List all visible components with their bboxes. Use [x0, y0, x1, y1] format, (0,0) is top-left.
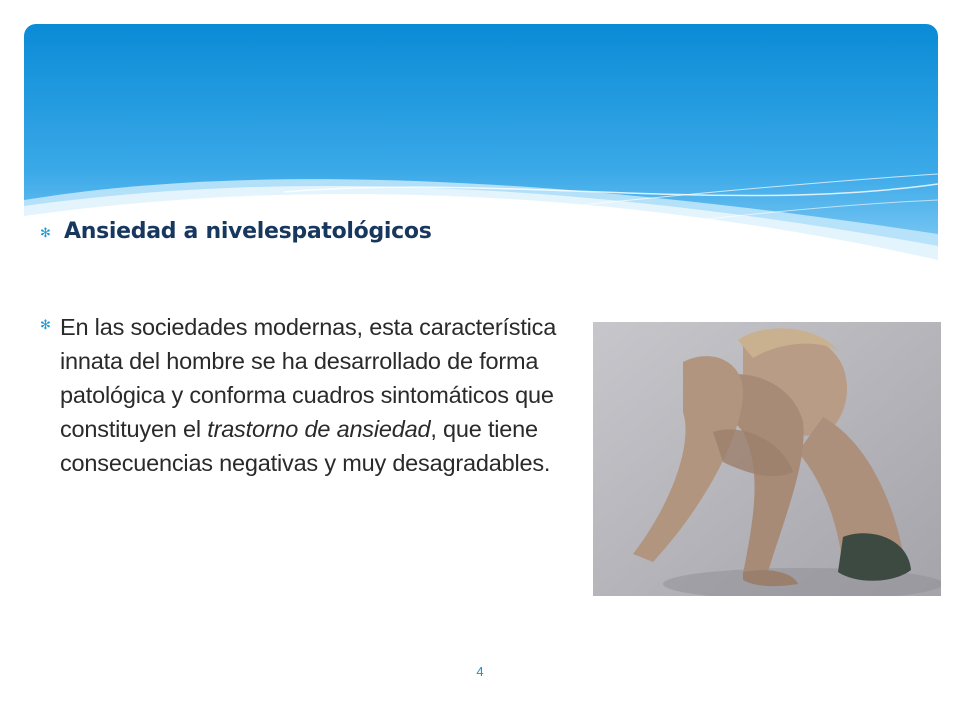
body-text-part1: En las sociedades modernas, esta característica innata del hombre se ha desarrollado de forma patológica y conforma cuadros sintomáticos que constituyen el — [60, 314, 557, 442]
asterisk-bullet-icon: ✻ — [40, 318, 51, 333]
page-number: 4 — [476, 664, 484, 679]
body-paragraph — [60, 310, 580, 480]
slide-heading: Ansiedad a nivelespatológicos — [64, 219, 432, 244]
asterisk-bullet-icon: ✻ — [40, 226, 51, 241]
body-bullet — [40, 310, 580, 480]
photo-illustration — [593, 322, 941, 596]
heading-bullet — [40, 218, 432, 246]
body-text-part2: , que tiene consecuencias negativas y muy desagradables. — [60, 416, 551, 476]
body-text-emphasis: trastorno de ansiedad — [207, 416, 431, 442]
photo-seated-person — [593, 322, 941, 596]
